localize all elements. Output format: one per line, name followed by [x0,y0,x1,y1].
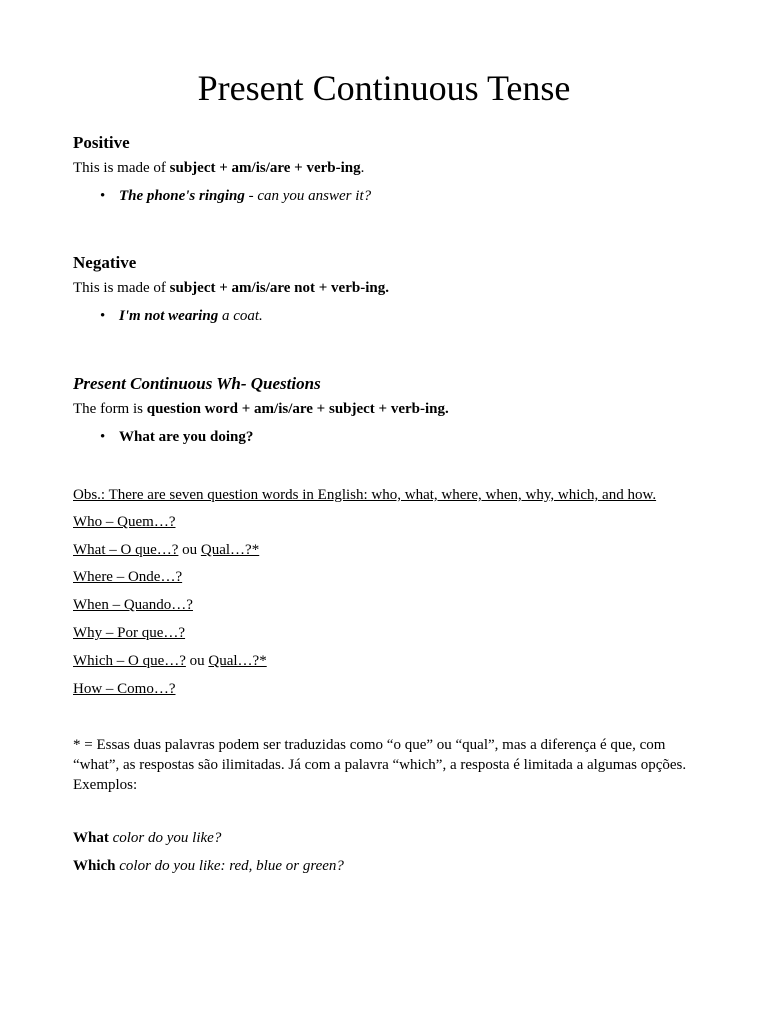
question-word: Who – Quem…? [73,514,176,530]
positive-formula-suffix: . [360,160,365,176]
obs-note-text: Obs.: There are seven question words in English: who, what, where, when, why, which, and how. [73,487,657,503]
question-word-row [73,680,176,698]
question-word: What – O que…? [73,542,179,558]
positive-example [100,187,371,205]
bullet-icon: • [100,188,106,204]
negative-heading: Negative [73,253,137,272]
question-word: Why – Por que…? [73,625,186,641]
question-word-row [73,652,267,670]
wh-example-text: What are you doing? [119,429,254,445]
wh-example [100,428,253,446]
negative-example [100,307,263,325]
negative-example-rest: a coat. [218,308,263,324]
example-rest: color do you like? [108,830,222,846]
wh-form-formula: question word + am/is/are + subject + verb-ing. [146,401,449,417]
bullet-icon: • [100,429,106,445]
question-word: Which – O que…? [73,653,186,669]
example-line [73,857,344,875]
positive-heading: Positive [73,133,130,152]
example-rest: color do you like: red, blue or green? [115,858,344,874]
negative-formula-prefix: This is made of [73,280,170,296]
question-word-or: ou [178,542,201,558]
question-word-or: ou [185,653,209,669]
question-word-row [73,541,259,559]
page-title: Present Continuous Tense [197,68,571,108]
question-word-row [73,624,185,642]
negative-formula: subject + am/is/are not + verb-ing. [169,280,389,296]
negative-example-bold: I'm not wearing [119,308,219,324]
question-word-row [73,596,193,614]
obs-note [73,486,656,504]
example-question-word: Which [73,858,116,874]
question-word-row [73,568,182,586]
positive-example-rest: - can you answer it? [244,188,372,204]
wh-questions-heading: Present Continuous Wh- Questions [73,374,321,393]
question-word-row [73,513,175,531]
positive-formula: subject + am/is/are + verb-ing [169,160,361,176]
question-word-alt: Qual…?* [200,542,260,558]
wh-form-prefix: The form is [73,401,147,417]
positive-example-bold: The phone's ringing [119,188,245,204]
example-line [73,829,221,847]
question-word-alt: Qual…?* [208,653,267,669]
positive-formula-line [73,159,364,177]
question-word: When – Quando…? [73,597,193,613]
positive-formula-prefix: This is made of [73,160,170,176]
question-word: Where – Onde…? [73,569,183,585]
footnote-paragraph: * = Essas duas palavras podem ser traduzidas como “o que” ou “qual”, mas a diferença é que, com “what”, as respostas são ilimitadas. Já com a palavra “which”, a resposta é limitada a algumas opções. Exemplos: [73,737,687,793]
question-word: How – Como…? [73,681,176,697]
bullet-icon: • [100,308,106,324]
example-question-word: What [73,830,109,846]
wh-form-line [73,400,449,418]
negative-formula-line [73,279,389,297]
